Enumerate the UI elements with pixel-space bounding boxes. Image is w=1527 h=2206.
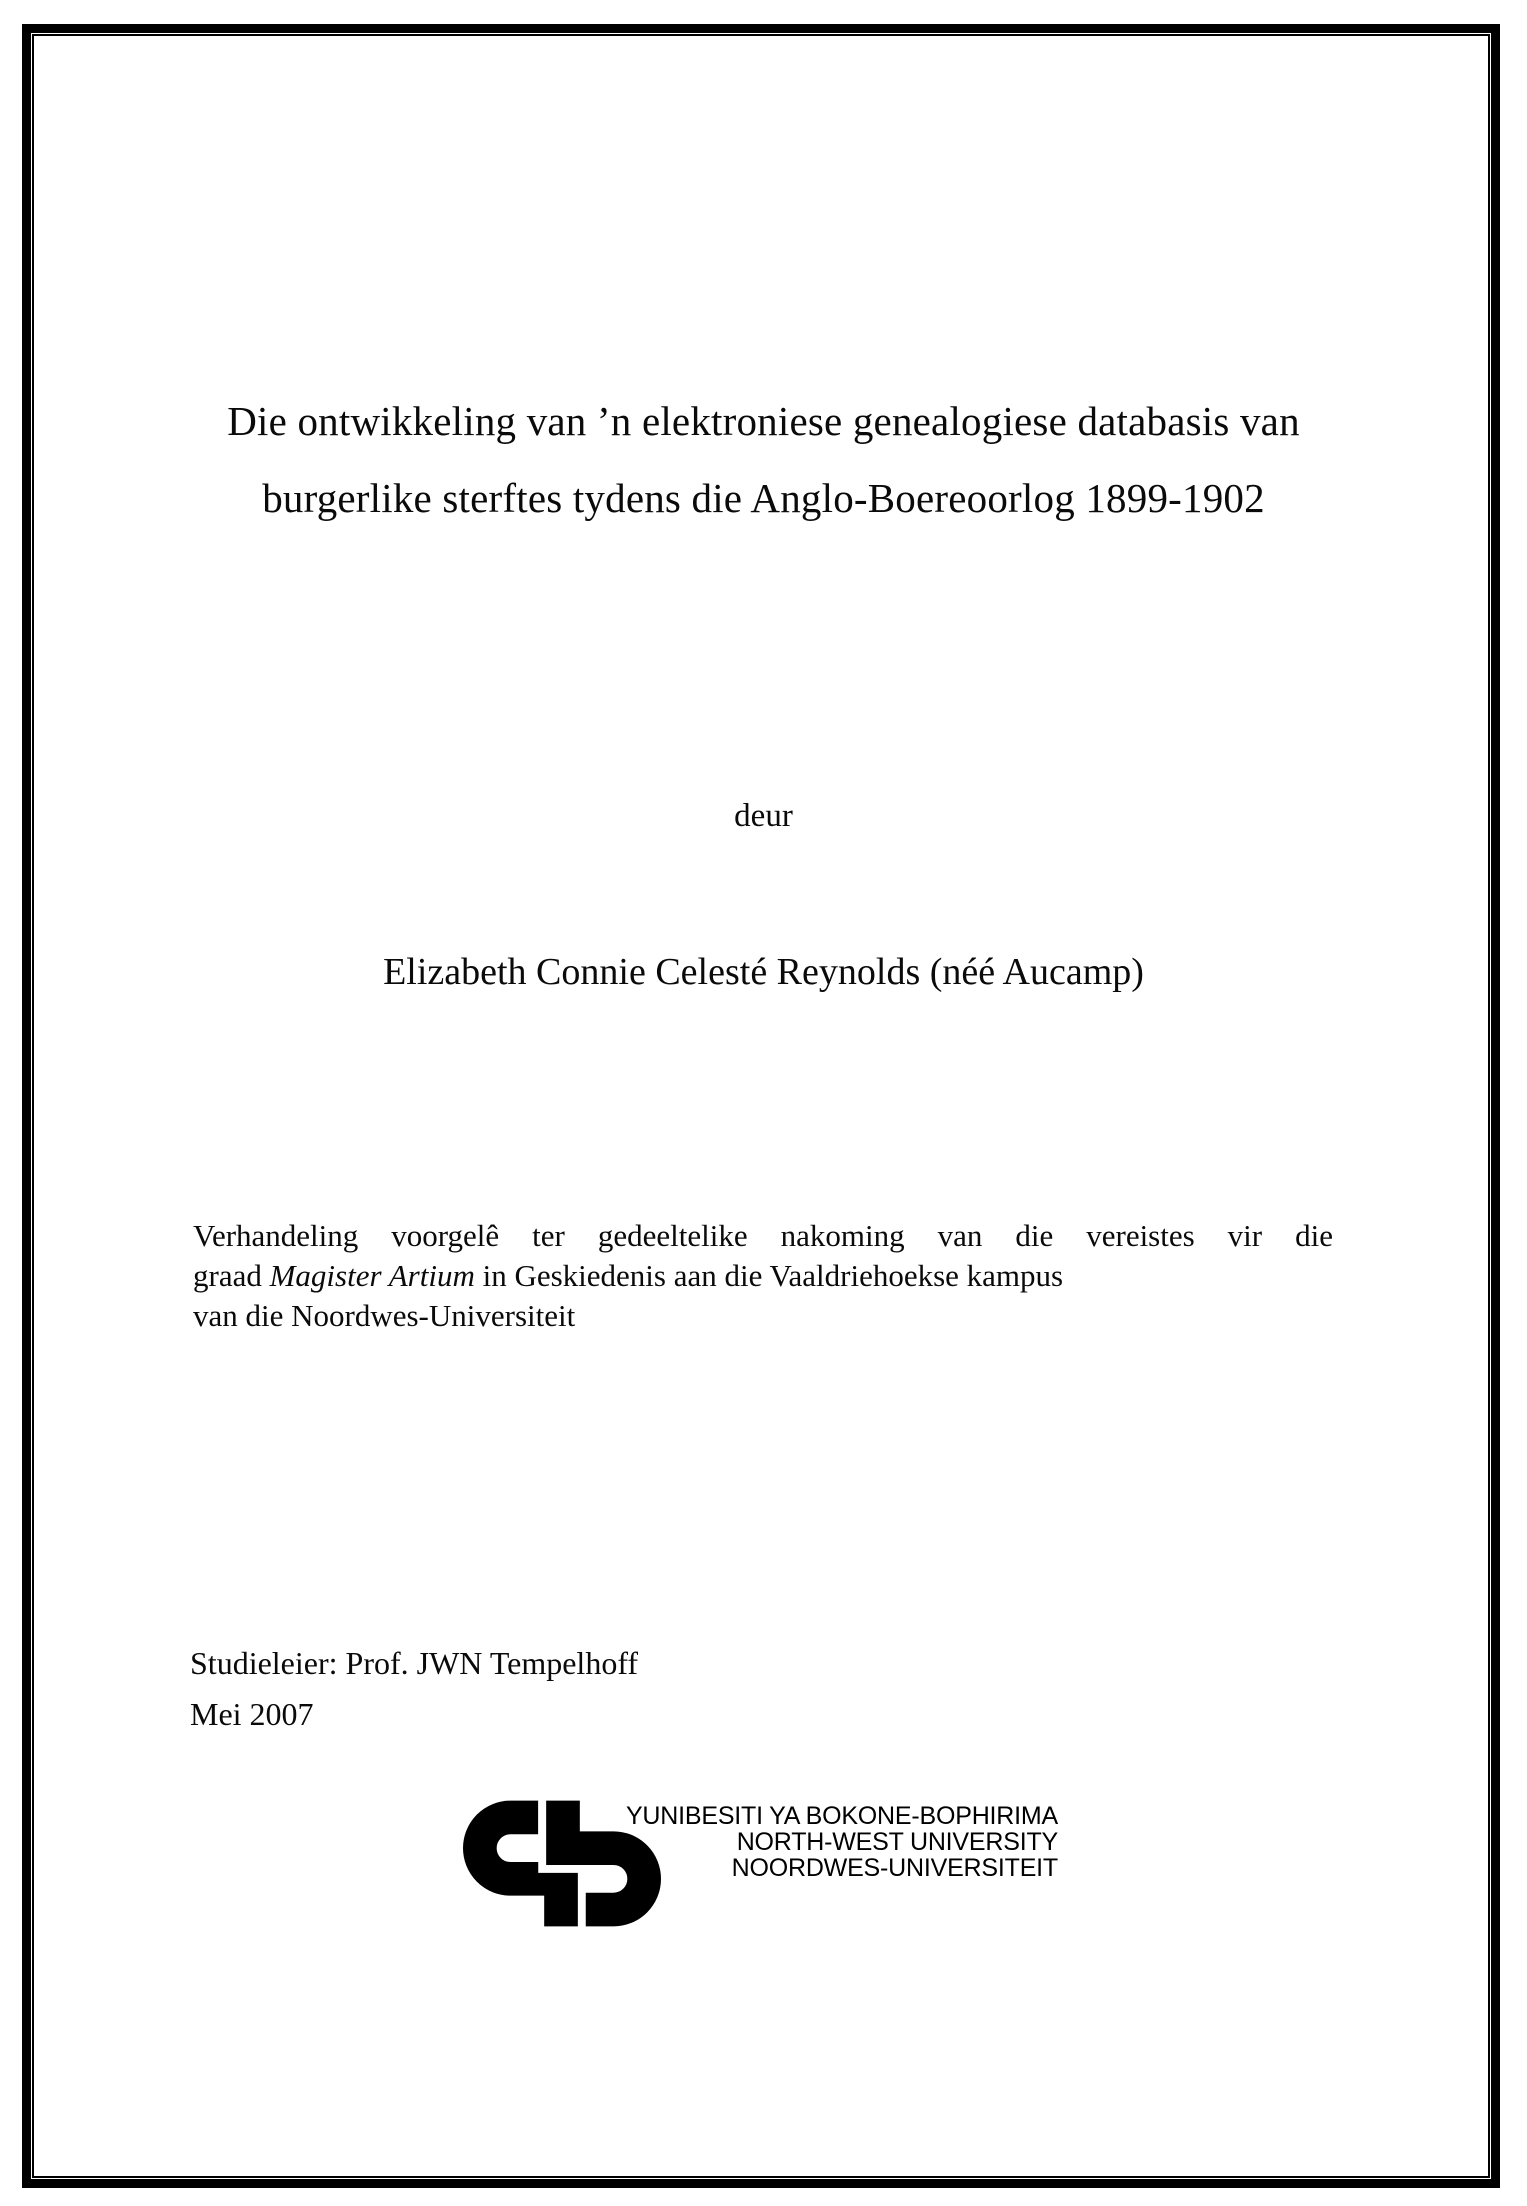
date-line: Mei 2007 [190, 1696, 314, 1732]
statement-degree-name: Magister Artium [269, 1258, 475, 1293]
logo-line-setswana: YUNIBESITI YA BOKONE-BOPHIRIMA [625, 1802, 1058, 1830]
logo-line-english: NORTH-WEST UNIVERSITY [736, 1828, 1058, 1856]
statement-line-2-pre: graad [193, 1258, 270, 1293]
statement-line-2 [193, 1256, 1333, 1296]
byline: deur [734, 798, 793, 834]
author-name: Elizabeth Connie Celesté Reynolds (néé Aucamp) [383, 951, 1144, 993]
logo-line-afrikaans: NOORDWES-UNIVERSITEIT [731, 1854, 1058, 1882]
title-line-1: Die ontwikkeling van ’n elektroniese genealogiese databasis van [227, 398, 1300, 444]
degree-statement [193, 1216, 1333, 1336]
nwu-logo-text [580, 1803, 1058, 1881]
statement-line-2-post: in Geskiedenis aan die Vaaldriehoekse kampus [474, 1258, 1064, 1293]
page-title [0, 383, 1527, 537]
supervisor-line: Studieleier: Prof. JWN Tempelhoff [190, 1645, 639, 1681]
title-line-2: burgerlike sterftes tydens die Anglo-Boereoorlog 1899-1902 [262, 475, 1265, 521]
statement-line-1: Verhandeling voorgelê ter gedeeltelike nakoming van die vereistes vir die [193, 1218, 1333, 1253]
statement-line-3: van die Noordwes-Universiteit [193, 1298, 576, 1333]
supervisor-block [190, 1638, 638, 1740]
